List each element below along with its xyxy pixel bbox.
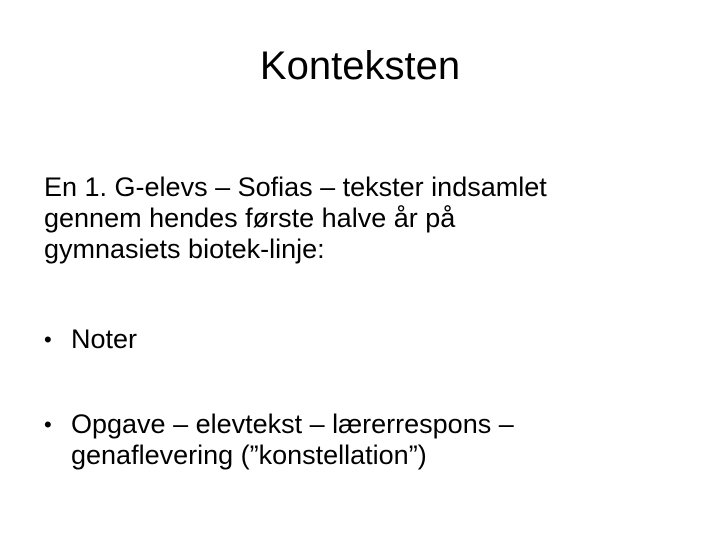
slide-title: Konteksten: [259, 44, 461, 88]
bullet-dot-icon: •: [44, 327, 52, 352]
bullet-dot-icon: •: [44, 412, 52, 437]
intro-line-3: gymnasiets biotek-linje:: [44, 234, 325, 264]
bullet-list: [44, 324, 684, 471]
bullet-item-opgave: [44, 409, 684, 471]
bullet-text-line-2: genaflevering (”konstellation”): [71, 440, 427, 470]
intro-paragraph: [44, 172, 684, 265]
bullet-text-line-1: Opgave – elevtekst – lærerrespons –: [71, 409, 514, 439]
intro-line-1: En 1. G-elevs – Sofias – tekster indsamlet: [44, 172, 547, 202]
bullet-item-noter: [44, 324, 684, 355]
intro-line-2: gennem hendes første halve år på: [44, 203, 456, 233]
bullet-text: Noter: [71, 324, 138, 354]
